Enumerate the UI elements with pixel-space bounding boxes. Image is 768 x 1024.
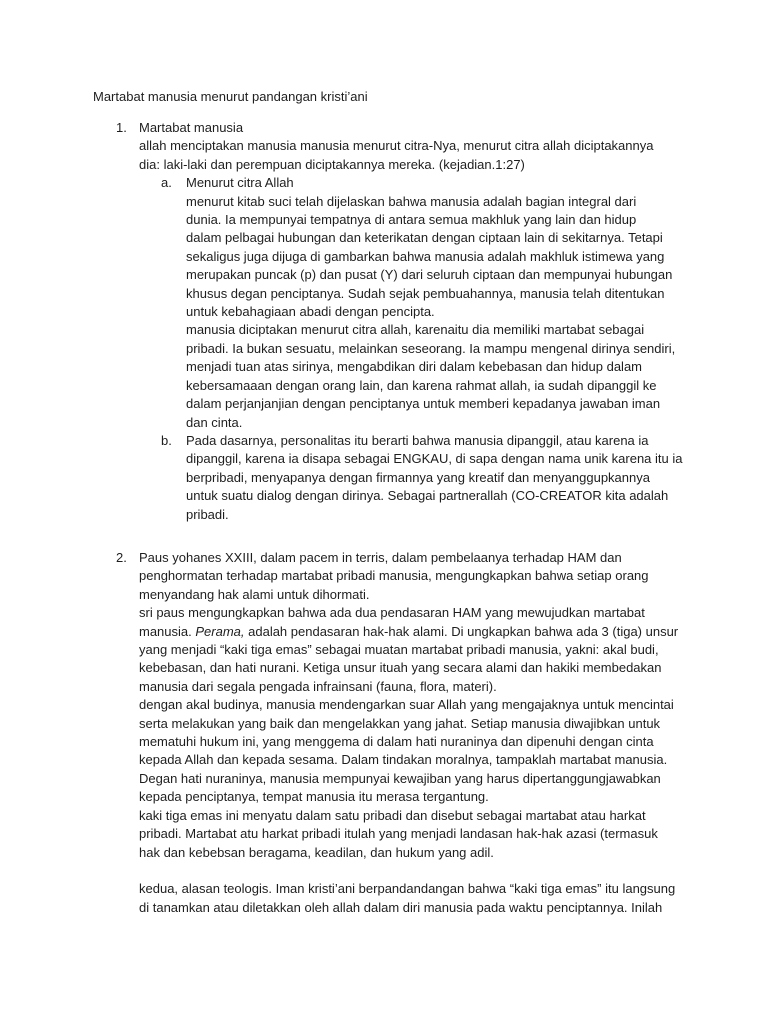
section-1 [116, 119, 683, 524]
paragraph-line: menjadi tuan atas sirinya, mengabdikan diri dalam kebebasan dan hidup dalam [186, 359, 643, 375]
paragraph-line: dalam pelbagai hubungan dan keterikatan dengan ciptaan lain di sekitarnya. Tetapi [186, 230, 663, 246]
paragraph-line: dalam perjanjanjian dengan penciptanya untuk memberi kepadanya jawaban iman [186, 396, 661, 412]
section-heading: Martabat manusia [139, 120, 244, 135]
subitem-heading: Menurut citra Allah [186, 175, 294, 191]
section-number: 1. [116, 120, 127, 135]
document-title: Martabat manusia menurut pandangan kristi’ani [93, 89, 368, 104]
paragraph-line: menurut kitab suci telah dijelaskan bahwa manusia adalah bagian integral dari [186, 193, 637, 209]
text-run: manusia. [139, 623, 196, 639]
paragraph-line: merupakan puncak (p) dan pusat (Y) dari seluruh ciptaan dan mempunyai hubungan [186, 267, 673, 283]
paragraph-line: manusia diciptakan menurut citra allah, karenaitu dia memiliki martabat sebagai [186, 322, 645, 338]
paragraph-line: menyandang hak alami untuk dihormati. [139, 586, 370, 602]
paragraph-line: Degan hati nuraninya, manusia mempunyai kewajiban yang harus dipertanggungjawabkan [139, 770, 661, 786]
paragraph-line: kepada penciptanya, tempat manusia itu merasa tergantung. [139, 789, 489, 805]
text-run: adalah pendasaran hak-hak alami. Di ungkapkan bahwa ada 3 (tiga) unsur [244, 623, 679, 639]
paragraph-gap [139, 862, 679, 880]
paragraph-line: serta melakukan yang baik dan mengelakkan yang jahat. Setiap manusia diwajibkan untuk [139, 715, 661, 731]
section-2 [116, 549, 679, 917]
paragraph-line: manusia dari segala pengada infrainsani (fauna, flora, materi). [139, 678, 497, 694]
paragraph-line: kebebasan, dan hati nurani. Ketiga unsur ituah yang secara alami dan hakiki membedakan [139, 660, 662, 676]
paragraph-line: untuk suatu dialog dengan dirinya. Sebagai partnerallah (CO-CREATOR kita adalah [186, 488, 669, 504]
subitem-b [161, 432, 683, 524]
paragraph-line: untuk kebahagiaan abadi dengan pencipta. [186, 304, 435, 320]
paragraph-line: yang menjadi “kaki tiga emas” sebagai muatan martabat pribadi manusia, yakni: akal budi, [139, 642, 659, 658]
paragraph-line: di tanamkan atau diletakkan oleh allah dalam diri manusia pada waktu penciptannya. Inilah [139, 899, 663, 915]
paragraph-line: kebersamaaan dengan orang lain, dan karena rahmat allah, ia sudah dipanggil ke [186, 377, 657, 393]
paragraph-line: hak dan kebebsan beragama, keadilan, dan hukum yang adil. [139, 844, 494, 860]
paragraph-line: dengan akal budinya, manusia mendengarkan suar Allah yang mengajaknya untuk mencintai [139, 697, 674, 713]
paragraph-line: allah menciptakan manusia manusia menurut citra-Nya, menurut citra allah diciptakannya [139, 138, 654, 154]
paragraph-line: pribadi. Martabat atu harkat pribadi itulah yang menjadi landasan hak-hak azasi (termasuk [139, 826, 658, 842]
paragraph-line: dia: laki-laki dan perempuan diciptakannya mereka. (kejadian.1:27) [139, 156, 525, 172]
paragraph-line: kaki tiga emas ini menyatu dalam satu pribadi dan disebut sebagai martabat atau harkat [139, 807, 646, 823]
paragraph-line: sri paus mengungkapkan bahwa ada dua pendasaran HAM yang mewujudkan martabat [139, 605, 645, 621]
paragraph-line: mematuhi hukum ini, yang menggema di dalam hati nuraninya dan dipenuhi dengan cinta [139, 734, 654, 750]
paragraph-line: kedua, alasan teologis. Iman kristi’ani berpandandangan bahwa “kaki tiga emas” itu langsung [139, 881, 676, 897]
paragraph-line: khusus degan penciptanya. Sudah sejak pembuahannya, manusia telah ditentukan [186, 285, 665, 301]
paragraph-line: sekaligus juga dijuga di gambarkan bahwa manusia adalah makhluk istimewa yang [186, 248, 665, 264]
paragraph-line: kepada Allah dan kepada sesama. Dalam tindakan moralnya, tampaklah martabat manusia. [139, 752, 668, 768]
italic-text-run: Perama, [195, 623, 245, 639]
paragraph-line: pribadi. [186, 506, 229, 522]
section-number: 2. [116, 550, 127, 565]
subitem-letter: a. [161, 175, 172, 191]
paragraph-line: penghormatan terhadap martabat pribadi manusia, mengungkapkan bahwa setiap orang [139, 568, 649, 584]
paragraph-line: berpribadi, menyapanya dengan firmannya yang kreatif dan menyanggupkannya [186, 469, 650, 485]
subitem-letter: b. [161, 432, 172, 448]
paragraph-line: dunia. Ia mempunyai tempatnya di antara semua makhluk yang lain dan hidup [186, 212, 637, 228]
paragraph-line: pribadi. Ia bukan sesuatu, melainkan seseorang. Ia mampu mengenal dirinya sendiri, [186, 340, 676, 356]
paragraph-line-perama [139, 623, 679, 641]
paragraph-line: Paus yohanes XXIII, dalam pacem in terris, dalam pembelaanya terhadap HAM dan [139, 550, 622, 565]
subitem-a [161, 174, 676, 432]
paragraph-line: dan cinta. [186, 414, 243, 430]
paragraph-line: dipanggil, karena ia disapa sebagai ENGKAU, di sapa dengan nama unik karena itu ia [186, 451, 683, 467]
paragraph-line: Pada dasarnya, personalitas itu berarti bahwa manusia dipanggil, atau karena ia [186, 432, 649, 448]
